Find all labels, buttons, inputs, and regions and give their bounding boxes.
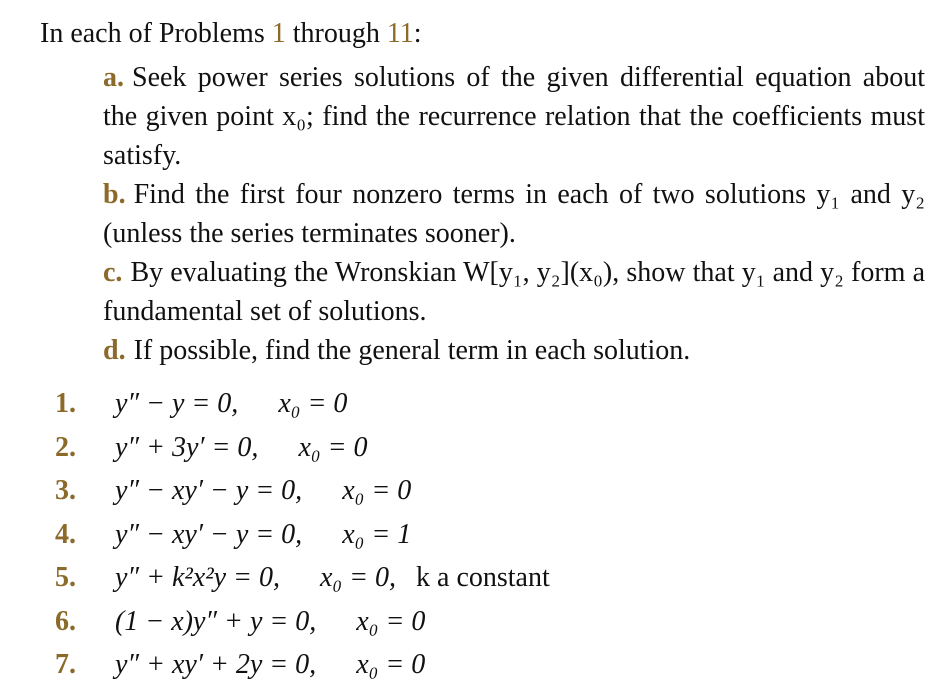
part-c (103, 253, 925, 331)
heading-text: : (413, 18, 422, 49)
heading-text: In each of Problems (40, 18, 272, 49)
problem-number[interactable]: 7. (55, 649, 76, 680)
problem-number[interactable]: 2. (55, 431, 76, 463)
part-text: Seek power series solutions of the given differential equation about the given point x₀; find the recurrence relation that the coefficients must satisfy. (103, 62, 925, 171)
problem-equation: y″ + 3y′ = 0, (115, 431, 259, 463)
problem-link-11[interactable]: 11 (386, 18, 414, 49)
initial-point: x₀ = 0 (342, 475, 412, 506)
problem-note: k a constant (416, 562, 550, 593)
part-label: b. (103, 179, 126, 210)
initial-point: x₀ = 0 (278, 388, 348, 419)
initial-point: x₀ = 1 (342, 518, 412, 550)
problem-number[interactable]: 6. (55, 605, 76, 637)
part-label: c. (103, 257, 123, 288)
problem-item (55, 471, 411, 510)
problem-number[interactable]: 1. (55, 388, 76, 419)
problem-item (55, 428, 368, 467)
problem-equation: y″ + xy′ + 2y = 0, (115, 649, 317, 680)
problem-link-1[interactable]: 1 (271, 18, 286, 49)
problem-number[interactable]: 3. (55, 475, 76, 506)
problem-item (55, 384, 347, 423)
initial-point: x₀ = 0 (356, 649, 426, 680)
problem-equation: (1 − x)y″ + y = 0, (115, 605, 317, 637)
problem-equation: y″ − xy′ − y = 0, (115, 475, 303, 506)
part-a (103, 58, 925, 175)
part-text: By evaluating the Wronskian W[y₁, y₂](x₀), show that y₁ and y₂ form a fundamental set of solutions. (103, 257, 925, 327)
part-text: Find the first four nonzero terms in each of two solutions y₁ and y₂ (unless the series terminates sooner). (103, 179, 925, 249)
instructions-heading (40, 18, 422, 50)
part-d (103, 331, 925, 370)
part-b (103, 175, 925, 253)
problem-number[interactable]: 5. (55, 562, 76, 593)
initial-point: x₀ = 0 (298, 431, 368, 463)
problem-equation: y″ − y = 0, (115, 388, 239, 419)
initial-point: x₀ = 0, (319, 562, 397, 593)
part-label: d. (103, 335, 126, 366)
problem-equation: y″ − xy′ − y = 0, (115, 518, 303, 550)
problem-equation: y″ + k²x²y = 0, (115, 562, 280, 593)
problem-number[interactable]: 4. (55, 518, 76, 550)
problem-item (55, 602, 425, 641)
problem-item (55, 645, 425, 684)
part-text: If possible, find the general term in each solution. (133, 335, 691, 366)
problem-item (55, 515, 411, 554)
initial-point: x₀ = 0 (356, 605, 426, 637)
problem-item (55, 558, 550, 597)
heading-text: through (285, 18, 387, 49)
part-label: a. (103, 62, 124, 93)
